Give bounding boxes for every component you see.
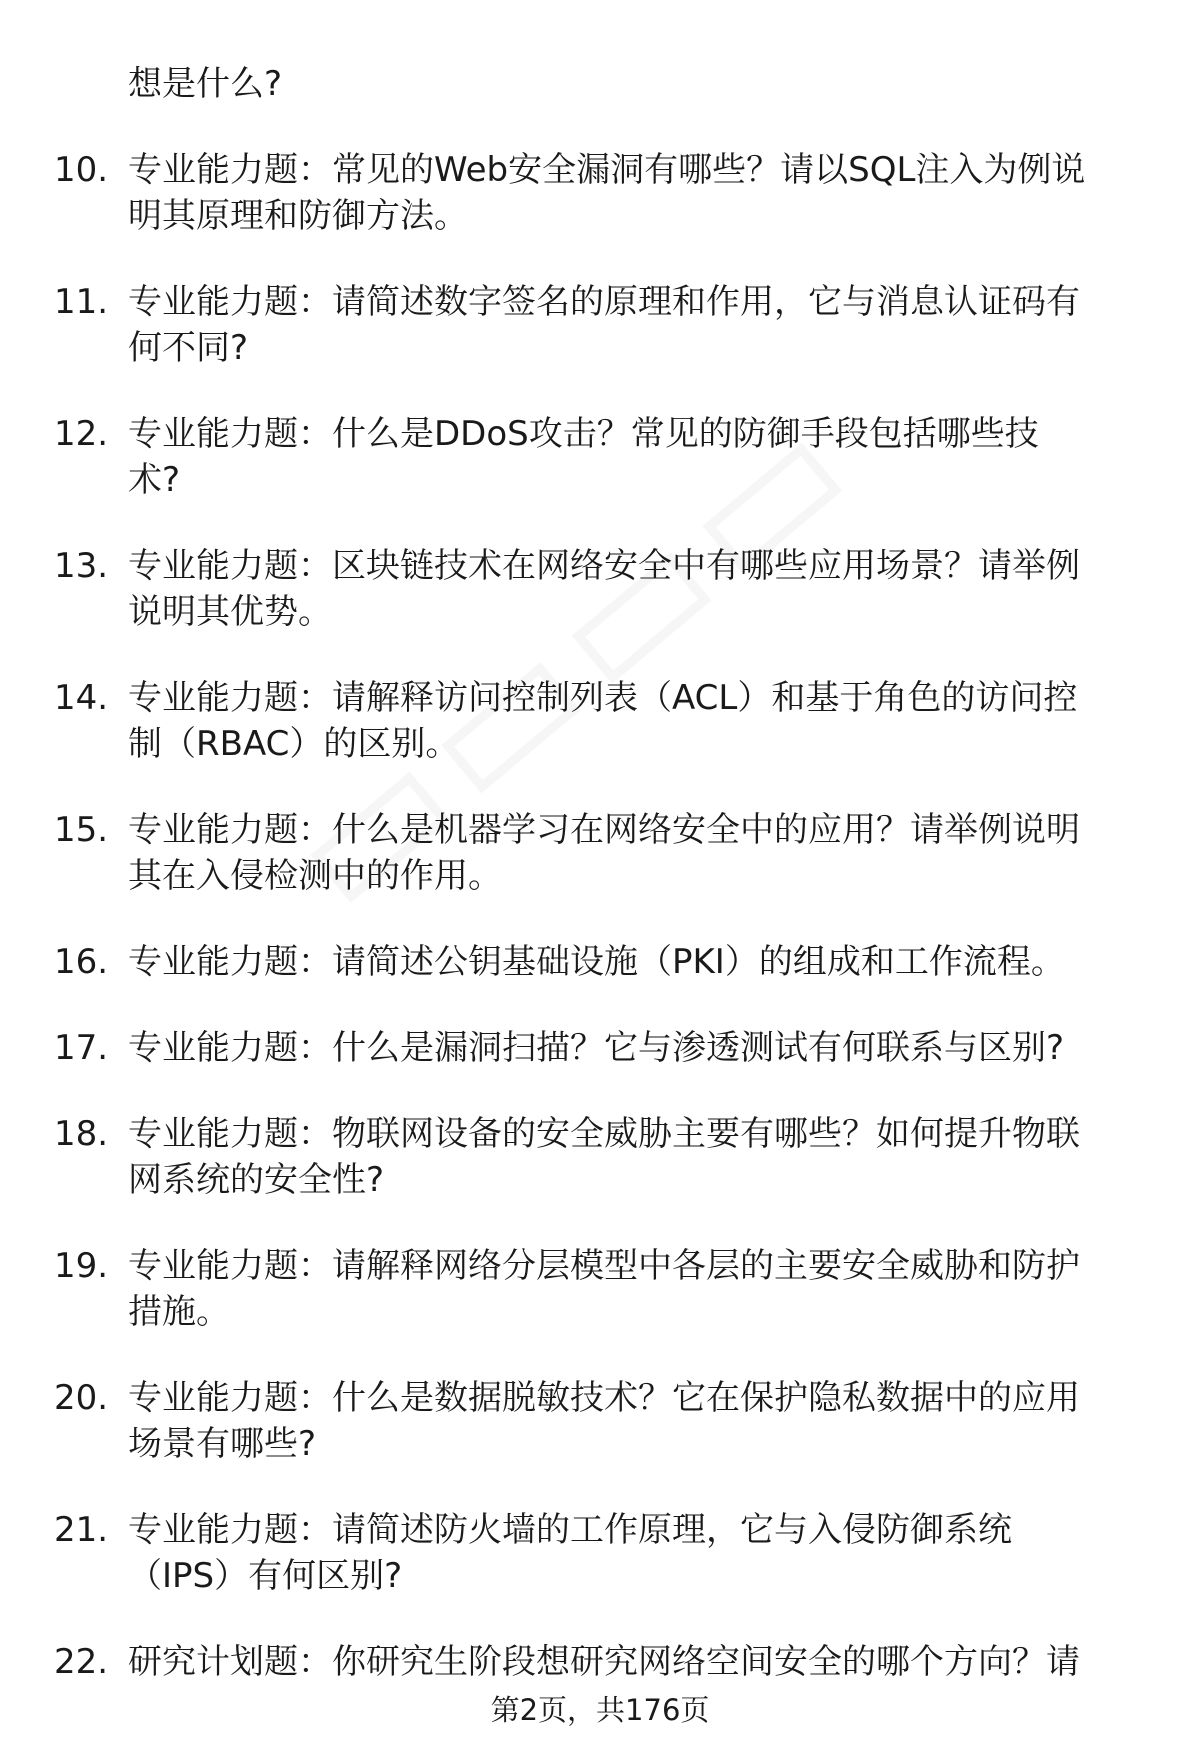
question-item bbox=[0, 1025, 1200, 1071]
question-line: 专业能力题：什么是机器学习在网络安全中的应用？请举例说明 bbox=[128, 810, 1080, 850]
question-line: 专业能力题：请解释网络分层模型中各层的主要安全威胁和防护 bbox=[128, 1246, 1080, 1286]
question-number: 17. bbox=[54, 1028, 109, 1068]
question-line: 专业能力题：请简述公钥基础设施（PKI）的组成和工作流程。 bbox=[128, 942, 1065, 982]
continuation-item bbox=[0, 61, 1200, 107]
question-line: 说明其优势。 bbox=[128, 592, 332, 632]
question-item bbox=[0, 1111, 1200, 1203]
question-line: 制（RBAC）的区别。 bbox=[128, 724, 460, 764]
question-line: 专业能力题：请简述防火墙的工作原理，它与入侵防御系统 bbox=[128, 1510, 1012, 1550]
question-number: 16. bbox=[54, 942, 109, 982]
question-number: 22. bbox=[54, 1642, 109, 1682]
question-item bbox=[0, 939, 1200, 985]
page-footer: 第2页，共176页 bbox=[490, 1693, 710, 1727]
question-number: 21. bbox=[54, 1510, 109, 1550]
question-line: 想是什么? bbox=[128, 64, 283, 104]
question-line: 网系统的安全性? bbox=[128, 1160, 385, 1200]
question-item bbox=[0, 279, 1200, 371]
question-item bbox=[0, 543, 1200, 635]
question-item bbox=[0, 147, 1200, 239]
question-number: 13. bbox=[54, 546, 109, 586]
question-number: 19. bbox=[54, 1246, 109, 1286]
question-line: 专业能力题：区块链技术在网络安全中有哪些应用场景？请举例 bbox=[128, 546, 1080, 586]
question-item bbox=[0, 807, 1200, 899]
question-line: 专业能力题：常见的Web安全漏洞有哪些？请以SQL注入为例说 bbox=[128, 150, 1086, 190]
question-item bbox=[0, 1375, 1200, 1467]
question-item bbox=[0, 1243, 1200, 1335]
question-number: 15. bbox=[54, 810, 109, 850]
question-item bbox=[0, 411, 1200, 503]
question-line: 其在入侵检测中的作用。 bbox=[128, 856, 502, 896]
question-item bbox=[0, 1507, 1200, 1599]
question-line: 何不同? bbox=[128, 328, 249, 368]
question-line: 明其原理和防御方法。 bbox=[128, 196, 468, 236]
question-item bbox=[0, 1639, 1200, 1685]
question-line: 专业能力题：物联网设备的安全威胁主要有哪些？如何提升物联 bbox=[128, 1114, 1080, 1154]
question-number: 10. bbox=[54, 150, 109, 190]
question-number: 20. bbox=[54, 1378, 109, 1418]
question-line: 专业能力题：什么是DDoS攻击？常见的防御手段包括哪些技 bbox=[128, 414, 1039, 454]
question-line: 专业能力题：请解释访问控制列表（ACL）和基于角色的访问控 bbox=[128, 678, 1078, 718]
question-line: 专业能力题：请简述数字签名的原理和作用，它与消息认证码有 bbox=[128, 282, 1080, 322]
question-line: 研究计划题：你研究生阶段想研究网络空间安全的哪个方向？请 bbox=[128, 1642, 1080, 1682]
question-line: 措施。 bbox=[128, 1292, 230, 1332]
question-item bbox=[0, 675, 1200, 767]
question-number: 14. bbox=[54, 678, 109, 718]
question-line: 专业能力题：什么是数据脱敏技术？它在保护隐私数据中的应用 bbox=[128, 1378, 1080, 1418]
question-number: 11. bbox=[54, 282, 109, 322]
question-line: 专业能力题：什么是漏洞扫描？它与渗透测试有何联系与区别? bbox=[128, 1028, 1065, 1068]
question-number: 12. bbox=[54, 414, 109, 454]
question-line: 场景有哪些? bbox=[128, 1424, 317, 1464]
question-line: 术? bbox=[128, 460, 181, 500]
question-number: 18. bbox=[54, 1114, 109, 1154]
question-line: （IPS）有何区别? bbox=[128, 1556, 403, 1596]
question-list bbox=[0, 61, 1200, 1725]
